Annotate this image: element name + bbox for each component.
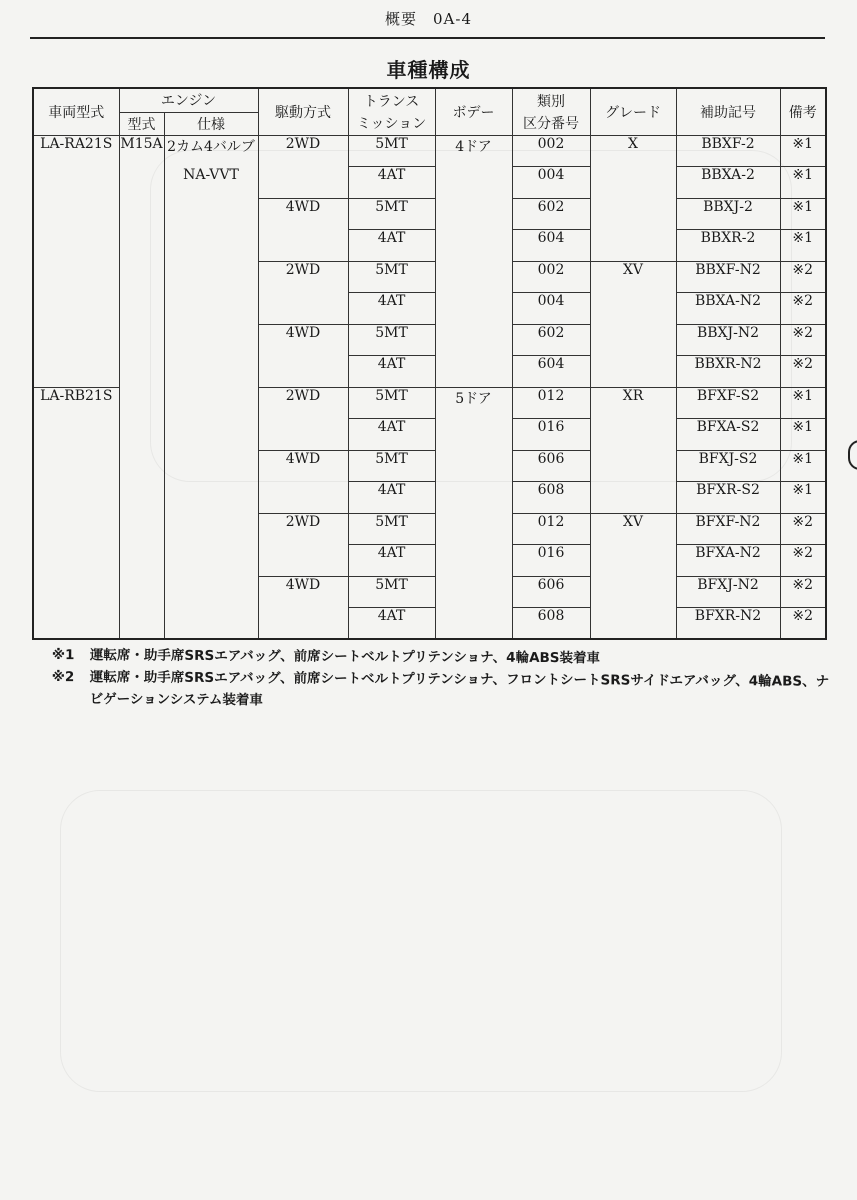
cell-remark: ※1 xyxy=(780,198,826,230)
cell-grade xyxy=(590,576,676,608)
cell-grade xyxy=(590,230,676,262)
cell-engine-type xyxy=(119,545,164,577)
cell-engine-spec xyxy=(164,198,258,230)
footnote-text: 運転席・助手席SRSエアバッグ、前席シートベルトプリテンショナ、フロントシートSRSサイドエアバッグ、4輪ABS、ナビゲーションシステム装着車 xyxy=(89,669,830,709)
cell-body xyxy=(435,419,512,451)
table-row xyxy=(33,450,826,482)
cell-model xyxy=(33,167,119,199)
page-edge-tab xyxy=(848,440,857,470)
cell-drive xyxy=(258,356,348,388)
cell-engine-spec xyxy=(164,324,258,356)
cell-model xyxy=(33,576,119,608)
cell-engine-type xyxy=(119,513,164,545)
table-row xyxy=(33,356,826,388)
cell-body xyxy=(435,356,512,388)
table-row xyxy=(33,198,826,230)
cell-drive: 4WD xyxy=(258,324,348,356)
cell-remark: ※2 xyxy=(780,356,826,388)
cell-model xyxy=(33,293,119,325)
cell-grade xyxy=(590,482,676,514)
col-engine: エンジン xyxy=(119,88,258,112)
cell-remark: ※2 xyxy=(780,545,826,577)
cell-drive: 4WD xyxy=(258,198,348,230)
col-grade: グレード xyxy=(590,88,676,135)
cell-drive: 2WD xyxy=(258,387,348,419)
cell-grade xyxy=(590,608,676,640)
cell-body xyxy=(435,230,512,262)
cell-class: 016 xyxy=(512,419,590,451)
cell-model xyxy=(33,545,119,577)
col-remark: 備考 xyxy=(780,88,826,135)
page-header: 概要 0A-4 xyxy=(385,10,472,28)
cell-model xyxy=(33,482,119,514)
footnote-mark: ※2 xyxy=(51,668,75,686)
cell-grade xyxy=(590,198,676,230)
cell-remark: ※1 xyxy=(780,482,826,514)
cell-aux: BBXA-2 xyxy=(676,167,780,199)
cell-body xyxy=(435,324,512,356)
cell-drive: 2WD xyxy=(258,261,348,293)
cell-body xyxy=(435,482,512,514)
cell-class: 604 xyxy=(512,230,590,262)
cell-drive xyxy=(258,482,348,514)
cell-aux: BBXR-N2 xyxy=(676,356,780,388)
cell-model xyxy=(33,230,119,262)
cell-aux: BBXJ-2 xyxy=(676,198,780,230)
cell-aux: BFXF-S2 xyxy=(676,387,780,419)
cell-body xyxy=(435,608,512,640)
cell-drive xyxy=(258,419,348,451)
cell-trans: 5MT xyxy=(348,450,435,482)
cell-engine-type xyxy=(119,608,164,640)
cell-aux: BBXF-2 xyxy=(676,135,780,167)
cell-trans: 5MT xyxy=(348,324,435,356)
cell-grade xyxy=(590,324,676,356)
page-title: 車種構成 xyxy=(386,58,471,82)
table-row xyxy=(33,419,826,451)
cell-trans: 4AT xyxy=(348,545,435,577)
cell-engine-type xyxy=(119,576,164,608)
footnote-text: 運転席・助手席SRSエアバッグ、前席シートベルトプリテンショナ、4輪ABS装着車 xyxy=(89,647,601,667)
cell-trans: 4AT xyxy=(348,356,435,388)
cell-engine-type xyxy=(119,356,164,388)
cell-aux: BBXA-N2 xyxy=(676,293,780,325)
table-row xyxy=(33,387,826,419)
cell-class: 602 xyxy=(512,198,590,230)
cell-trans: 4AT xyxy=(348,608,435,640)
cell-body xyxy=(435,167,512,199)
cell-engine-type: M15A xyxy=(119,135,164,167)
cell-body xyxy=(435,293,512,325)
cell-engine-spec xyxy=(164,576,258,608)
cell-trans: 4AT xyxy=(348,419,435,451)
cell-grade xyxy=(590,293,676,325)
cell-aux: BFXR-N2 xyxy=(676,608,780,640)
cell-engine-spec xyxy=(164,230,258,262)
cell-engine-type xyxy=(119,230,164,262)
table-row xyxy=(33,230,826,262)
cell-remark: ※2 xyxy=(792,608,814,624)
table-row xyxy=(33,513,826,545)
cell-class: 608 xyxy=(512,482,590,514)
col-drive: 駆動方式 xyxy=(258,88,348,135)
cell-aux: BFXJ-S2 xyxy=(676,450,780,482)
cell-trans: 5MT xyxy=(348,261,435,293)
cell-aux: BFXF-N2 xyxy=(676,513,780,545)
cell-remark: ※2 xyxy=(780,324,826,356)
col-engine-spec: 仕様 xyxy=(164,112,258,135)
cell-drive: 2WD xyxy=(258,513,348,545)
cell-class: 012 xyxy=(512,513,590,545)
cell-drive: 2WD xyxy=(258,135,348,167)
cell-grade xyxy=(590,545,676,577)
cell-aux: BFXA-S2 xyxy=(676,419,780,451)
cell-trans: 5MT xyxy=(348,198,435,230)
cell-remark: ※1 xyxy=(780,419,826,451)
col-aux: 補助記号 xyxy=(676,88,780,135)
cell-aux: BFXR-S2 xyxy=(676,482,780,514)
cell-engine-type xyxy=(119,450,164,482)
cell-model xyxy=(33,513,119,545)
cell-class: 602 xyxy=(512,324,590,356)
col-class-l2: 区分番号 xyxy=(512,112,590,135)
cell-model xyxy=(33,450,119,482)
cell-class: 606 xyxy=(512,450,590,482)
cell-engine-spec xyxy=(164,356,258,388)
cell-remark: ※1 xyxy=(780,450,826,482)
footnotes xyxy=(52,644,842,715)
cell-engine-spec xyxy=(164,419,258,451)
cell-trans: 4AT xyxy=(348,230,435,262)
cell-grade xyxy=(590,450,676,482)
table-row xyxy=(33,261,826,293)
cell-body xyxy=(435,450,512,482)
cell-engine-type xyxy=(119,419,164,451)
cell-trans: 4AT xyxy=(348,167,435,199)
cell-remark: ※2 xyxy=(780,513,826,545)
background-ghost-image-lower xyxy=(60,790,782,1092)
cell-class: 016 xyxy=(512,545,590,577)
cell-trans: 4AT xyxy=(348,482,435,514)
cell-engine-type xyxy=(119,167,164,199)
header-rule xyxy=(30,37,825,39)
cell-trans: 4AT xyxy=(348,293,435,325)
cell-remark: ※2 xyxy=(780,576,826,608)
cell-trans: 5MT xyxy=(348,387,435,419)
cell-drive xyxy=(258,608,348,640)
cell-body xyxy=(435,198,512,230)
cell-drive xyxy=(258,545,348,577)
table-row xyxy=(33,324,826,356)
cell-engine-type xyxy=(119,482,164,514)
cell-model xyxy=(33,608,119,640)
cell-engine-spec: NA-VVT xyxy=(164,167,258,199)
col-model: 車両型式 xyxy=(33,88,119,135)
cell-trans: 5MT xyxy=(348,513,435,545)
cell-grade: X xyxy=(590,135,676,167)
cell-aux: BFXJ-N2 xyxy=(676,576,780,608)
table-header xyxy=(33,88,826,135)
cell-drive xyxy=(258,230,348,262)
vehicle-configuration-table xyxy=(32,87,827,640)
cell-engine-spec xyxy=(164,450,258,482)
cell-drive: 4WD xyxy=(258,450,348,482)
cell-body: 4ドア xyxy=(435,135,512,167)
col-trans-l2: ミッション xyxy=(348,112,435,135)
cell-grade xyxy=(590,167,676,199)
cell-engine-spec xyxy=(164,293,258,325)
cell-grade: XR xyxy=(590,387,676,419)
table-row xyxy=(33,293,826,325)
col-body: ボデー xyxy=(435,88,512,135)
cell-engine-spec xyxy=(164,545,258,577)
cell-grade xyxy=(590,419,676,451)
cell-remark: ※1 xyxy=(780,135,826,167)
cell-model xyxy=(33,324,119,356)
cell-drive xyxy=(258,293,348,325)
cell-aux: BBXF-N2 xyxy=(676,261,780,293)
table-row xyxy=(33,608,826,640)
cell-engine-spec xyxy=(164,387,258,419)
col-trans-l1: トランス xyxy=(348,88,435,112)
table-row xyxy=(33,576,826,608)
cell-drive xyxy=(258,167,348,199)
cell-remark: ※1 xyxy=(780,230,826,262)
cell-class: 004 xyxy=(512,293,590,325)
cell-class: 004 xyxy=(512,167,590,199)
cell-class: 608 xyxy=(512,608,590,640)
cell-engine-spec xyxy=(164,608,258,640)
cell-trans: 5MT xyxy=(348,576,435,608)
cell-engine-spec: 2カム4バルブ xyxy=(164,135,258,167)
table-row xyxy=(33,135,826,167)
cell-engine-type xyxy=(119,324,164,356)
cell-engine-type xyxy=(119,261,164,293)
col-class-l1: 類別 xyxy=(512,88,590,112)
cell-model xyxy=(33,198,119,230)
cell-model: LA-RB21S xyxy=(33,387,119,419)
col-engine-type: 型式 xyxy=(119,112,164,135)
cell-model xyxy=(33,356,119,388)
cell-class: 606 xyxy=(512,576,590,608)
cell-aux: BBXJ-N2 xyxy=(676,324,780,356)
cell-remark: ※1 xyxy=(780,387,826,419)
table-row xyxy=(33,482,826,514)
cell-class: 002 xyxy=(512,135,590,167)
cell-body xyxy=(435,261,512,293)
cell-engine-type xyxy=(119,198,164,230)
cell-grade: XV xyxy=(590,261,676,293)
cell-engine-spec xyxy=(164,482,258,514)
footnote-2 xyxy=(52,666,842,715)
cell-model xyxy=(33,261,119,293)
cell-drive: 4WD xyxy=(258,576,348,608)
cell-body xyxy=(435,513,512,545)
cell-class: 604 xyxy=(512,356,590,388)
cell-aux: BFXA-N2 xyxy=(676,545,780,577)
cell-grade: XV xyxy=(590,513,676,545)
footnote-mark: ※1 xyxy=(51,646,75,664)
cell-body xyxy=(435,576,512,608)
table-row xyxy=(33,167,826,199)
cell-remark: ※2 xyxy=(780,293,826,325)
cell-body xyxy=(435,545,512,577)
cell-remark: ※2 xyxy=(780,261,826,293)
cell-engine-type xyxy=(119,293,164,325)
cell-body: 5ドア xyxy=(435,387,512,419)
table-body xyxy=(33,135,826,639)
cell-model: LA-RA21S xyxy=(33,135,119,167)
cell-class: 012 xyxy=(512,387,590,419)
cell-engine-spec xyxy=(164,513,258,545)
cell-engine-type xyxy=(119,387,164,419)
cell-engine-spec xyxy=(164,261,258,293)
table-row xyxy=(33,545,826,577)
cell-class: 002 xyxy=(512,261,590,293)
cell-grade xyxy=(590,356,676,388)
cell-trans: 5MT xyxy=(348,135,435,167)
cell-aux: BBXR-2 xyxy=(676,230,780,262)
cell-model xyxy=(33,419,119,451)
cell-remark: ※1 xyxy=(780,167,826,199)
